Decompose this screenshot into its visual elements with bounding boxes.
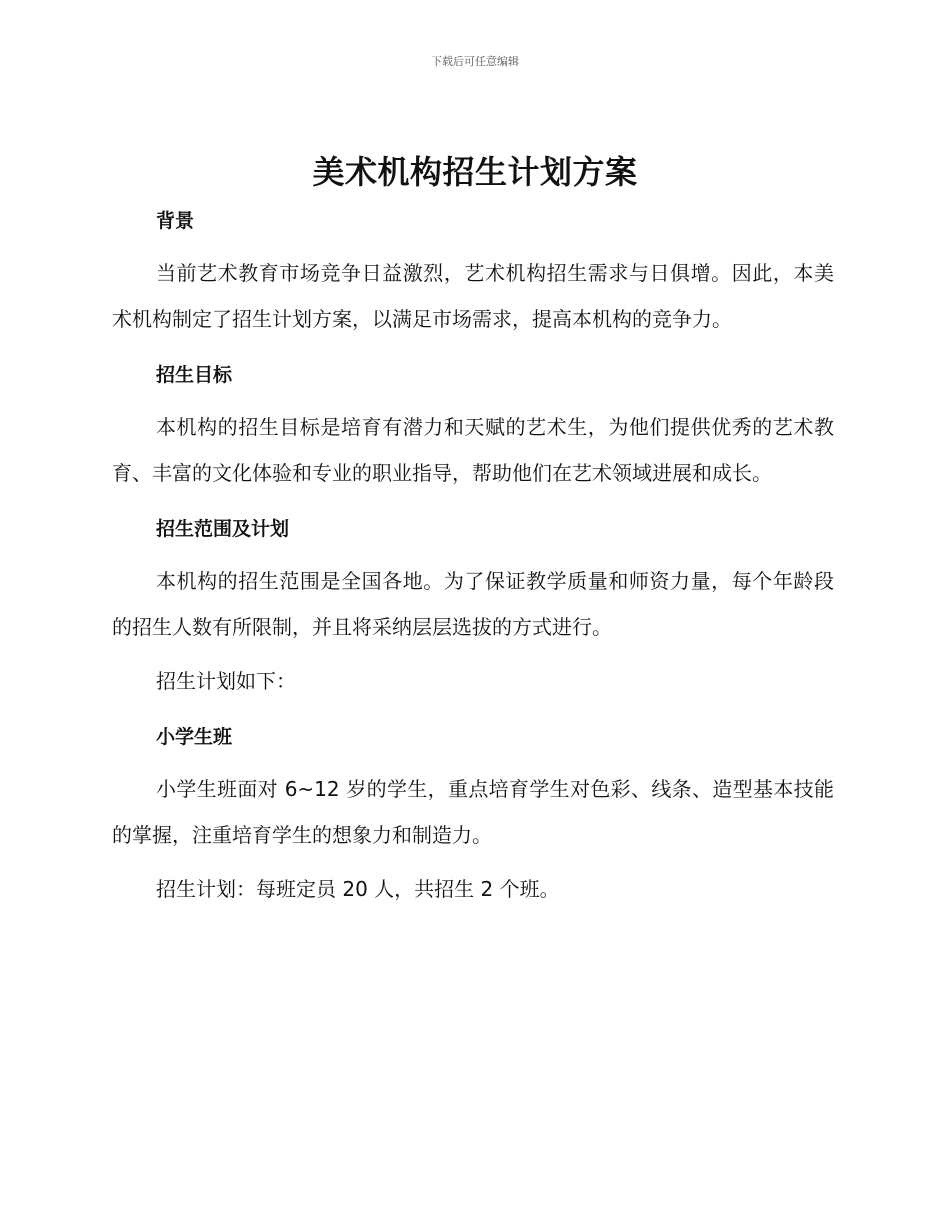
primary-class-plan: 招生计划：每班定员 20 人，共招生 2 个班。 — [156, 877, 560, 901]
section-heading-scope: 招生范围及计划 — [156, 518, 290, 540]
plan-intro: 招生计划如下： — [156, 669, 296, 693]
document-body — [112, 200, 834, 912]
section-text-primary-class: 小学生班面对 6~12 岁的学生，重点培育学生对色彩、线条、造型基本技能的掌握，注重培育学生的想象力和制造力。 — [112, 777, 834, 847]
section-heading-background: 背景 — [156, 210, 195, 232]
section-text-background: 当前艺术教育市场竞争日益激烈，艺术机构招生需求与日俱增。因此，本美术机构制定了招生计划方案，以满足市场需求，提高本机构的竞争力。 — [112, 261, 834, 331]
section-text-scope: 本机构的招生范围是全国各地。为了保证教学质量和师资力量，每个年龄段的招生人数有所限制，并且将采纳层层选拔的方式进行。 — [112, 569, 834, 639]
section-heading-primary-class: 小学生班 — [156, 726, 233, 748]
section-text-goal: 本机构的招生目标是培育有潜力和天赋的艺术生，为他们提供优秀的艺术教育、丰富的文化体验和专业的职业指导，帮助他们在艺术领域进展和成长。 — [112, 415, 834, 485]
document-title: 美术机构招生计划方案 — [312, 153, 638, 191]
header-note: 下载后可任意编辑 — [431, 55, 519, 68]
section-heading-goal: 招生目标 — [156, 364, 233, 386]
